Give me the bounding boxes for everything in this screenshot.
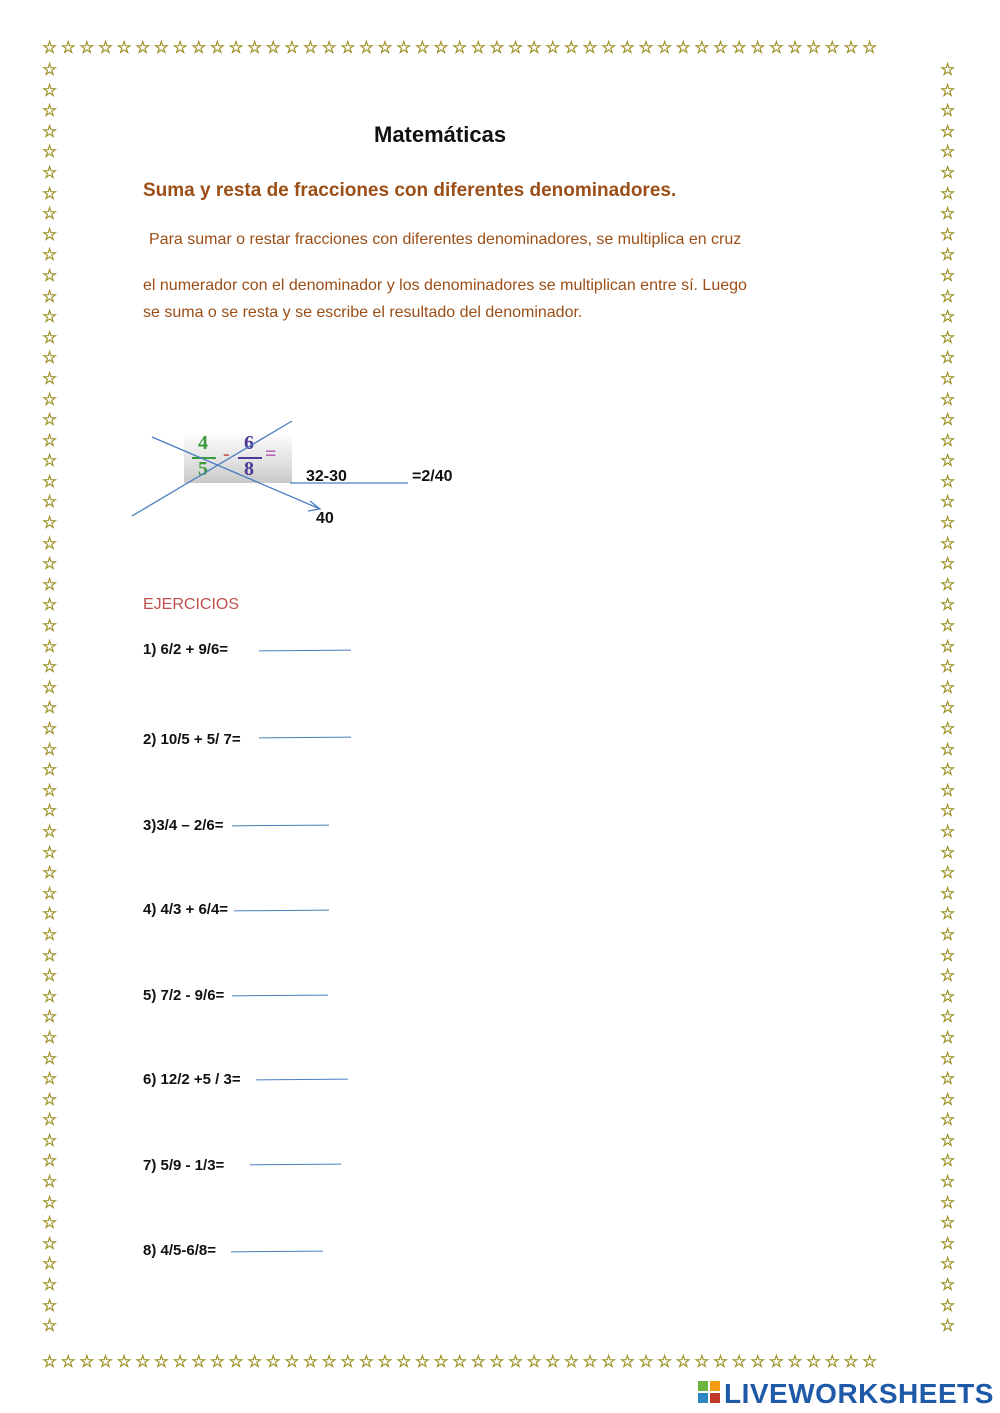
answer-line-3[interactable] — [232, 825, 329, 827]
example-figure — [130, 415, 490, 535]
liveworksheets-logo-icon — [698, 1381, 720, 1403]
star-border-left: ☆ ☆ ☆ ☆ ☆ ☆ ☆ ☆ ☆ ☆ ☆ ☆ ☆ ☆ ☆ ☆ ☆ ☆ ☆ ☆ ☆ ☆ ☆ ☆ ☆ ☆ ☆ ☆ ☆ ☆ ☆ ☆ ☆ ☆ ☆ ☆ ☆ ☆ ☆ ☆ ☆ ☆ ☆ ☆ ☆ ☆ ☆ ☆ ☆ ☆ ☆ ☆ ☆ ☆ ☆ ☆ ☆ ☆ ☆ ☆ ☆ ☆ — [42, 60, 58, 1337]
example-numerator-1: 4 — [198, 432, 208, 454]
brand-watermark: LIVEWORKSHEETS — [724, 1378, 994, 1409]
answer-line-8[interactable] — [231, 1251, 323, 1253]
exercise-8: 8) 4/5-6/8= — [143, 1242, 216, 1259]
numerator-calculation: 32-30 — [306, 468, 347, 485]
exercise-1: 1) 6/2 + 9/6= — [143, 641, 229, 658]
answer-line-5[interactable] — [232, 995, 328, 997]
explanation-line-2: el numerador con el denominador y los denominadores se multiplican entre sí. Luego — [143, 277, 747, 294]
answer-line-4[interactable] — [234, 910, 329, 912]
exercise-7: 7) 5/9 - 1/3= — [143, 1157, 225, 1174]
lesson-subtitle: Suma y resta de fracciones con diferentes denominadores. — [143, 180, 677, 201]
example-denominator-1: 5 — [198, 458, 208, 480]
example-denominator-2: 8 — [244, 458, 254, 480]
answer-line-6[interactable] — [256, 1079, 348, 1081]
denominator-calculation: 40 — [316, 510, 334, 527]
answer-line-1[interactable] — [259, 650, 351, 652]
answer-line-7[interactable] — [250, 1164, 341, 1166]
example-operator: - — [223, 443, 230, 465]
exercise-5: 5) 7/2 - 9/6= — [143, 987, 225, 1004]
example-equals: = — [265, 443, 277, 465]
exercise-4: 4) 4/3 + 6/4= — [143, 901, 229, 918]
exercise-6: 6) 12/2 +5 / 3= — [143, 1071, 241, 1088]
example-result: =2/40 — [412, 468, 453, 485]
exercise-2: 2) 10/5 + 5/ 7= — [143, 731, 241, 748]
page-title: Matemáticas — [374, 122, 507, 147]
explanation-line-1: Para sumar o restar fracciones con diferentes denominadores, se multiplica en cruz — [149, 231, 742, 248]
star-border-right: ☆ ☆ ☆ ☆ ☆ ☆ ☆ ☆ ☆ ☆ ☆ ☆ ☆ ☆ ☆ ☆ ☆ ☆ ☆ ☆ ☆ ☆ ☆ ☆ ☆ ☆ ☆ ☆ ☆ ☆ ☆ ☆ ☆ ☆ ☆ ☆ ☆ ☆ ☆ ☆ ☆ ☆ ☆ ☆ ☆ ☆ ☆ ☆ ☆ ☆ ☆ ☆ ☆ ☆ ☆ ☆ ☆ ☆ ☆ ☆ ☆ ☆ — [940, 60, 956, 1337]
star-border-top: ☆ ☆ ☆ ☆ ☆ ☆ ☆ ☆ ☆ ☆ ☆ ☆ ☆ ☆ ☆ ☆ ☆ ☆ ☆ ☆ ☆ ☆ ☆ ☆ ☆ ☆ ☆ ☆ ☆ ☆ ☆ ☆ ☆ ☆ ☆ ☆ ☆ ☆ ☆ ☆ ☆ ☆ ☆ ☆ ☆ — [42, 38, 878, 58]
explanation-line-3: se suma o se resta y se escribe el resultado del denominador. — [143, 304, 583, 321]
exercise-3: 3)3/4 – 2/6= — [143, 817, 224, 834]
example-numerator-2: 6 — [244, 432, 254, 454]
exercises-heading: EJERCICIOS — [143, 596, 240, 613]
star-border-bottom: ☆ ☆ ☆ ☆ ☆ ☆ ☆ ☆ ☆ ☆ ☆ ☆ ☆ ☆ ☆ ☆ ☆ ☆ ☆ ☆ ☆ ☆ ☆ ☆ ☆ ☆ ☆ ☆ ☆ ☆ ☆ ☆ ☆ ☆ ☆ ☆ ☆ ☆ ☆ ☆ ☆ ☆ ☆ ☆ ☆ — [42, 1352, 878, 1372]
answer-line-2[interactable] — [259, 737, 351, 739]
